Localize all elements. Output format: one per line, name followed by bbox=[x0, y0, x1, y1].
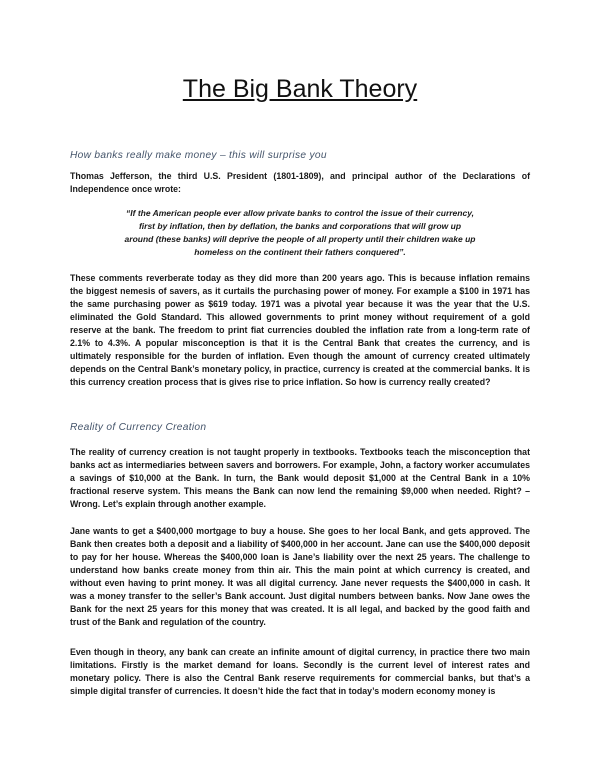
paragraph-limitations: Even though in theory, any bank can create an infinite amount of digital currency, in practice there two main limitations. Firstly is the market demand for loans. Secondly is the current level of interest rates and monetary policy. There is also the Central Bank reserve requirements for commercial banks, but that’s a simple digital transfer of currencies. It doesn’t hide the fact that in today’s modern economy money is bbox=[70, 647, 530, 696]
paragraph-inflation: These comments reverberate today as they did more than 200 years ago. This is because inflation remains the biggest nemesis of savers, as it curtails the purchasing power of money. For example a $100 in 1971 has the same purchasing power as $619 today. 1971 was a pivotal year because it was the year that the U.S. eliminated the Gold Standard. This allowed governments to print money without requirement of a gold reserve at the bank. The freedom to print fiat currencies doubled the inflation rate from a long-term rate of 2.1% to 4.3%. A popular misconception is that it is the Central Bank that creates the currency, and is ultimately responsible for the burden of inflation. Even though the amount of currency created ultimately depends on the Central Bank’s monetary policy, in practice, currency is created at the commercial banks. It is this currency creation process that is gives rise to price inflation. So how is currency really created? bbox=[70, 273, 530, 387]
document-title: The Big Bank Theory bbox=[182, 75, 418, 103]
section-heading-currency-creation: Reality of Currency Creation bbox=[70, 422, 207, 433]
paragraph-textbooks: The reality of currency creation is not taught properly in textbooks. Textbooks teach the misconception that banks act as intermediaries between savers and borrowers. For example, John, a factory worker accumulates a savings of $10,000 at the Bank. In turn, the Bank would deposit $1,000 at the Central Bank in a 10% fractional reserve system. This means the Bank can now lend the remaining $9,000 when needed. Right? – Wrong. Let’s explain through another example. bbox=[70, 447, 530, 509]
intro-paragraph: Thomas Jefferson, the third U.S. President (1801-1809), and principal author of the Declarations of Independence once wrote: bbox=[70, 171, 530, 194]
paragraph-jane-mortgage: Jane wants to get a $400,000 mortgage to buy a house. She goes to her local Bank, and gets approved. The Bank then creates both a deposit and a liability of $400,000 in her account. Jane can use the $400,000 deposit to pay for her house. Whereas the $400,000 loan is Jane’s liability over the next 25 years. The challenge to understand how banks create money from thin air. This the main point at which currency is created, and without even having to print money. It was all digital currency. Jane never requests the $400,000 in cash. It was a money transfer to the seller’s Bank account. Just digital numbers between banks. Now Jane owes the Bank for the next 25 years for this money that was created. It is all legal, and backed by the good faith and trust of the Bank and regulation of the country. bbox=[70, 526, 530, 627]
section-heading-how-banks: How banks really make money – this will surprise you bbox=[70, 150, 327, 161]
jefferson-quote: “If the American people ever allow private banks to control the issue of their currency, first by inflation, then by deflation, the banks and corporations that will grow up around (these banks) will deprive the people of all property until their children wake up homeless on the continent their fathers conquered”. bbox=[124, 208, 476, 257]
